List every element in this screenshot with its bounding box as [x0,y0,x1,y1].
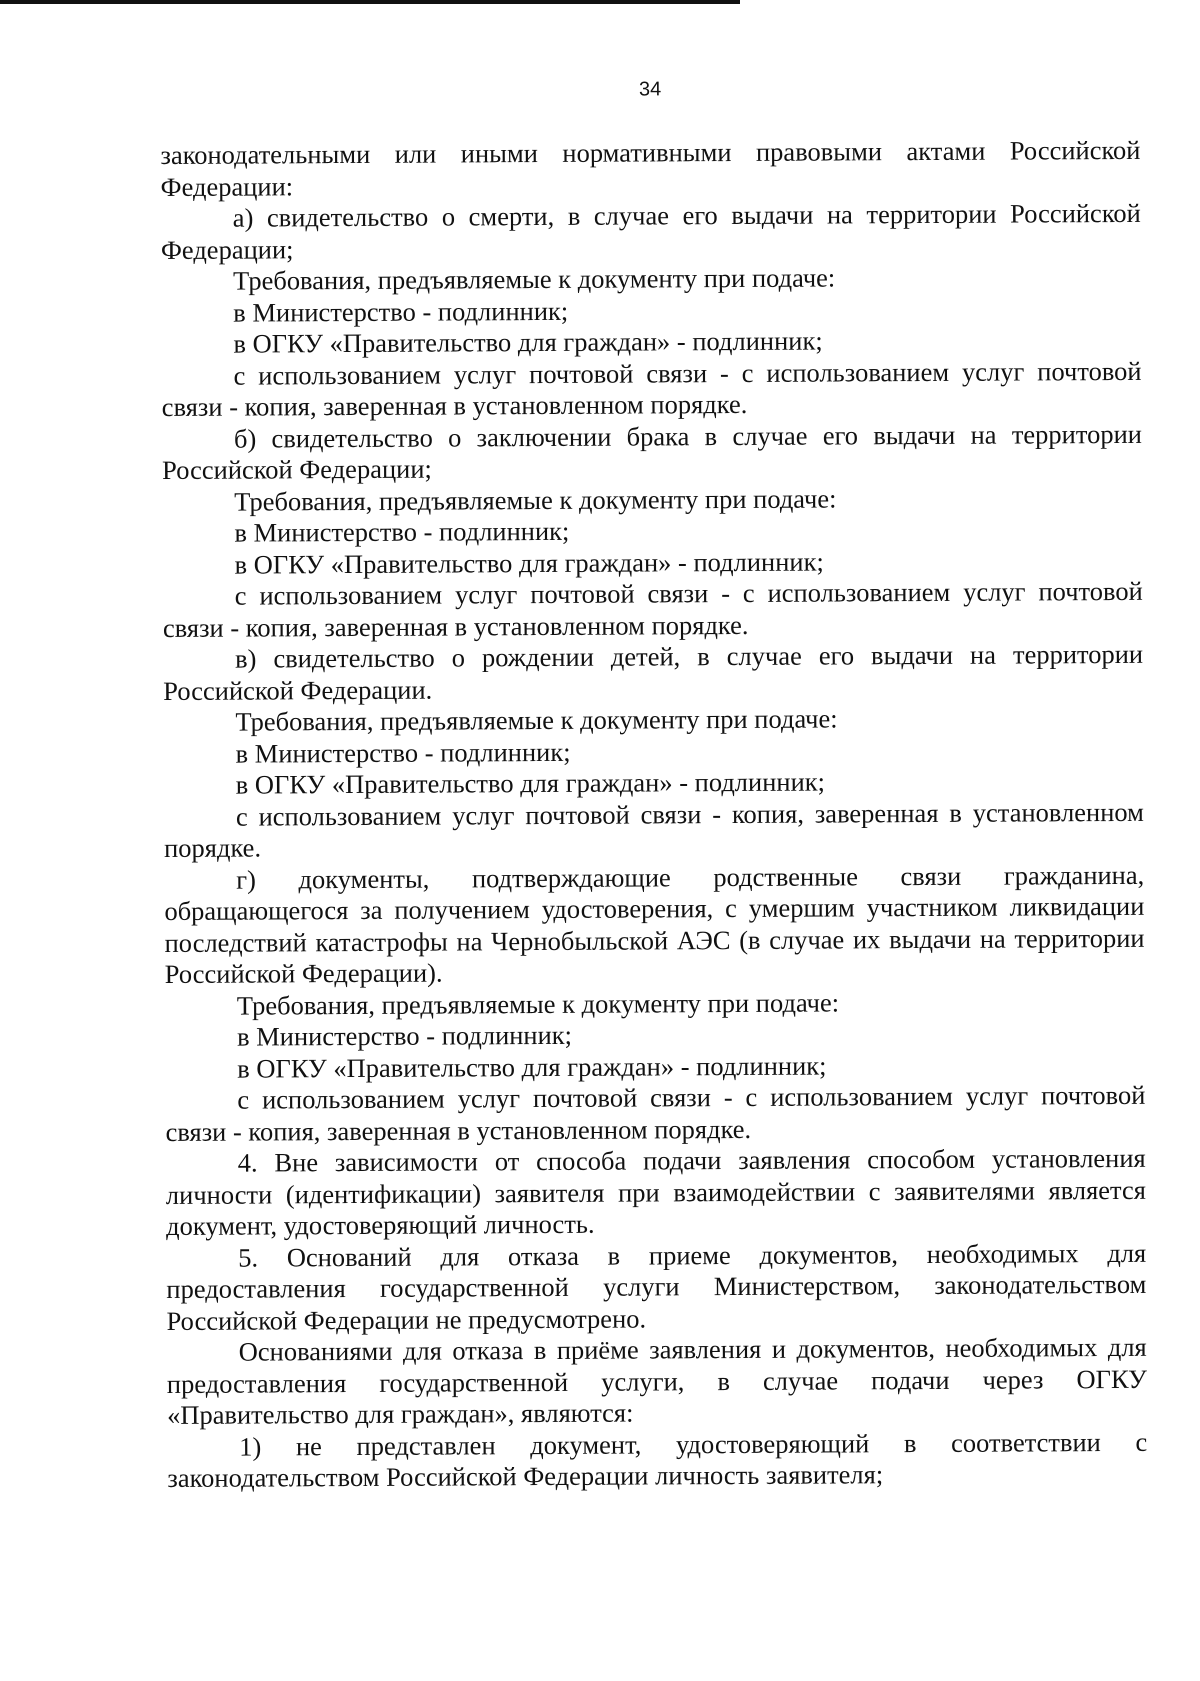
paragraph-requirements: Требования, предъявляемые к документу при подаче: [236,986,840,1021]
paragraph-item-b: б) свидетельство о заключении брака в случае его выдачи на территории Российской Федерации; [162,418,1142,485]
page-number: 34 [638,78,662,101]
paragraph-ministry: в Министерство - подлинник; [233,295,569,328]
paragraph-postal: с использованием услуг почтовой связи - с использованием услуг почтовой связи - копия, заверенная в установленном порядке. [161,355,1142,422]
paragraph-item-v: в) свидетельство о рождении детей, в случае его выдачи на территории Российской Федерации. [163,638,1144,706]
paragraph-continuation: законодательными или иными нормативными правовыми актами Российской Федерации: [160,134,1141,202]
paragraph-postal: с использованием услуг почтовой связи - с использованием услуг почтовой связи - копия, заверенная в установленном порядке. [162,575,1143,643]
paragraph-requirements: Требования, предъявляемые к документу при подаче: [234,482,837,517]
paragraph-ogku: в ОГКУ «Правительство для граждан» - подлинник; [234,546,824,580]
paragraph-point-4: 4. Вне зависимости от способа подачи заявления способом установления личности (идентификации) заявителя при взаимодействии с заявителями является документ, удостоверяющий личность. [165,1142,1146,1241]
paragraph-requirements: Требования, предъявляемые к документу при подаче: [233,262,836,296]
paragraph-item-g: г) документы, подтверждающие родственные связи гражданина, обращающегося за получением удостоверения, с умершим участником ликвидации последствий катастрофы на Чернобыльской АЭС (в случае их выдачи на территории Российской Федерации). [164,859,1145,989]
paragraph-ogku: в ОГКУ «Правительство для граждан» - подлинник; [233,325,823,359]
paragraph-ministry: в Министерство - подлинник; [236,1019,573,1052]
paragraph-postal: с использованием услуг почтовой связи - с использованием услуг почтовой связи - копия, заверенная в установленном порядке. [165,1079,1146,1147]
paragraph-ministry: в Министерство - подлинник; [234,515,570,548]
scan-edge [0,0,740,4]
paragraph-ogku: в ОГКУ «Правительство для граждан» - подлинник; [237,1050,827,1084]
paragraph-ogku: в ОГКУ «Правительство для граждан» - подлинник; [235,766,826,800]
paragraph-item-a: а) свидетельство о смерти, в случае его выдачи на территории Российской Федерации; [160,197,1141,265]
paragraph-ground-1: 1) не представлен документ, удостоверяющий в соответствии с законодательством Российской Федерации личность заявителя; [167,1426,1148,1493]
paragraph-requirements: Требования, предъявляемые к документу при подаче: [235,703,838,737]
paragraph-refusal-grounds: Основаниями для отказа в приёме заявления и документов, необходимых для предоставления государственной услуги, в случае подачи через ОГКУ «Правительство для граждан», являются: [166,1331,1147,1430]
paragraph-postal: с использованием услуг почтовой связи - копия, заверенная в установленном порядке. [163,796,1144,863]
paragraph-ministry: в Министерство - подлинник; [235,736,571,769]
document-page [160,67,1147,1495]
paragraph-point-5: 5. Оснований для отказа в приеме документов, необходимых для предоставления государственной услуги Министерством, законодательством Российской Федерации не предусмотрено. [166,1237,1147,1336]
